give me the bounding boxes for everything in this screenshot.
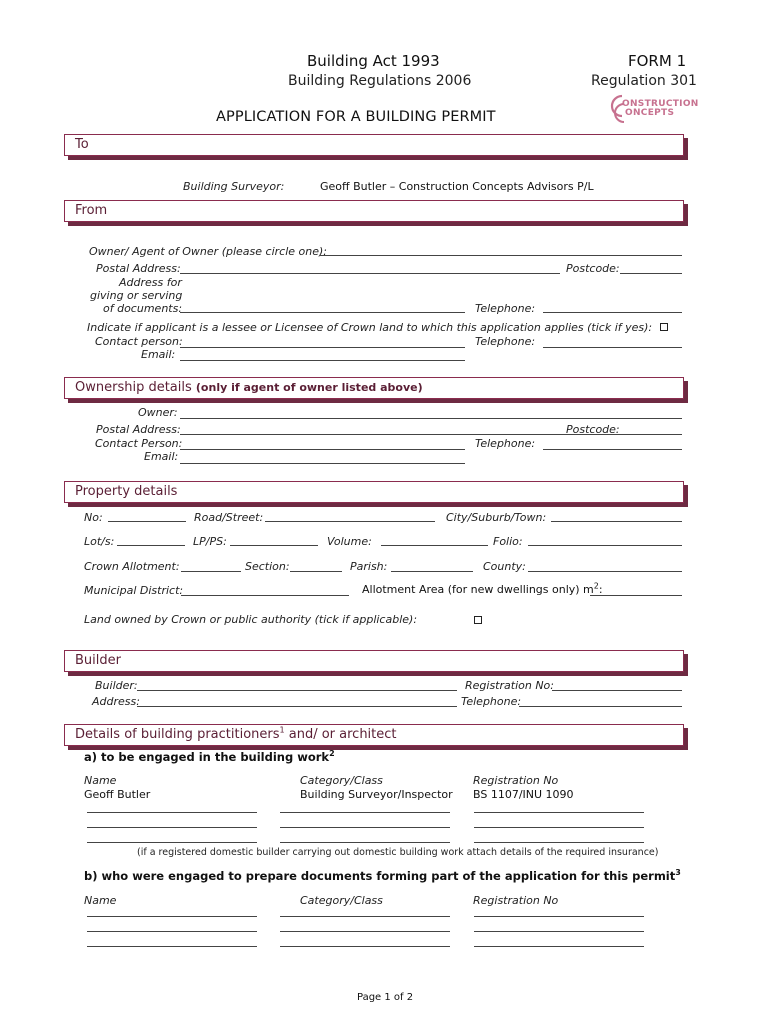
a-registration-line-1[interactable] (474, 812, 644, 813)
road-label: Road/Street: (194, 511, 264, 524)
insurance-note: (if a registered domestic builder carrying out domestic building work attach details of the required insurance) (137, 847, 659, 858)
postal-address-field[interactable] (180, 273, 560, 274)
postcode-label: Postcode: (566, 262, 620, 275)
subsection-b-text: b) who were engaged to prepare documents forming part of the application for this permit (84, 869, 676, 883)
col-category-a: Category/Class (300, 774, 383, 787)
road-field[interactable] (265, 521, 435, 522)
land-crown-checkbox[interactable] (474, 616, 482, 624)
section-property-title: Property details (75, 484, 178, 499)
contact-person-label: Contact person: (95, 335, 183, 348)
practitioners-title-sup: 1 (279, 725, 285, 735)
registration-field[interactable] (552, 690, 682, 691)
telephone-2-field[interactable] (543, 347, 682, 348)
lots-field[interactable] (117, 545, 185, 546)
section-from-title: From (75, 203, 108, 218)
crown-allotment-field[interactable] (181, 571, 241, 572)
section-field[interactable] (290, 571, 342, 572)
email-field[interactable] (180, 360, 465, 361)
section-builder-title: Builder (75, 653, 121, 668)
col-registration-a: Registration No (473, 774, 559, 787)
allotment-area-colon: : (598, 583, 603, 596)
a-name-line-2[interactable] (87, 827, 257, 828)
lpps-label: LP/PS: (193, 535, 227, 548)
own-postal-address-label: Postal Address: (96, 423, 181, 436)
form-number: FORM 1 (628, 52, 687, 70)
a-name-line-1[interactable] (87, 812, 257, 813)
own-telephone-label: Telephone: (475, 437, 536, 450)
section-builder (64, 650, 684, 672)
b-name-line-3[interactable] (87, 946, 257, 947)
lots-label: Lot/s: (84, 535, 115, 548)
subsection-a-title (84, 750, 335, 764)
own-email-label: Email: (144, 450, 179, 463)
act-title: Building Act 1993 (307, 52, 440, 70)
allotment-area-label (362, 583, 603, 596)
county-field[interactable] (528, 571, 682, 572)
address-docs-field[interactable] (180, 312, 465, 313)
builder-address-label: Address: (92, 695, 140, 708)
owner-agent-label: Owner/ Agent of Owner (please circle one): (89, 245, 327, 258)
b-registration-line-2[interactable] (474, 931, 644, 932)
b-name-line-1[interactable] (87, 916, 257, 917)
contact-person-field[interactable] (180, 347, 465, 348)
b-registration-line-1[interactable] (474, 916, 644, 917)
builder-telephone-label: Telephone: (461, 695, 522, 708)
col-registration-b: Registration No (473, 894, 559, 907)
section-from (64, 200, 684, 222)
section-practitioners-title (75, 727, 397, 742)
crown-allotment-label: Crown Allotment: (84, 560, 180, 573)
folio-label: Folio: (493, 535, 523, 548)
city-label: City/Suburb/Town: (446, 511, 547, 524)
regulation-number: Regulation 301 (591, 73, 697, 89)
lessee-note: Indicate if applicant is a lessee or Licensee of Crown land to which this application applies (tick if yes): (87, 321, 653, 334)
no-label: No: (84, 511, 103, 524)
practitioner-registration: BS 1107/INU 1090 (473, 788, 574, 801)
city-field[interactable] (551, 521, 682, 522)
b-registration-line-3[interactable] (474, 946, 644, 947)
builder-label: Builder: (95, 679, 138, 692)
address-docs-label-2: giving or serving (90, 289, 183, 302)
section-to-title: To (75, 137, 89, 152)
col-category-b: Category/Class (300, 894, 383, 907)
a-registration-line-3[interactable] (474, 842, 644, 843)
section-practitioners (64, 724, 684, 746)
b-category-line-2[interactable] (280, 931, 450, 932)
address-docs-label-1: Address for (119, 276, 182, 289)
subsection-a-sup: 2 (329, 749, 335, 759)
telephone-2-label: Telephone: (475, 335, 536, 348)
practitioner-category: Building Surveyor/Inspector (300, 788, 453, 801)
a-category-line-3[interactable] (280, 842, 450, 843)
builder-field[interactable] (137, 690, 457, 691)
ownership-title-text: Ownership details (75, 380, 192, 395)
postal-address-label: Postal Address: (96, 262, 181, 275)
own-contact-person-field[interactable] (180, 449, 465, 450)
builder-address-field[interactable] (137, 706, 457, 707)
subsection-b-title (84, 869, 681, 883)
logo-text-top: ONSTRUCTION (622, 99, 699, 109)
email-label: Email: (141, 348, 176, 361)
allotment-area-text: Allotment Area (for new dwellings only) m (362, 583, 594, 596)
telephone-label: Telephone: (475, 302, 536, 315)
allotment-area-field[interactable] (590, 595, 682, 596)
a-category-line-2[interactable] (280, 827, 450, 828)
a-category-line-1[interactable] (280, 812, 450, 813)
page-number: Page 1 of 2 (357, 992, 414, 1003)
a-name-line-3[interactable] (87, 842, 257, 843)
regulations-subtitle: Building Regulations 2006 (288, 73, 472, 89)
lessee-checkbox[interactable] (660, 323, 668, 331)
b-category-line-1[interactable] (280, 916, 450, 917)
construction-concepts-logo (608, 92, 698, 132)
own-contact-person-label: Contact Person: (95, 437, 183, 450)
col-name-b: Name (84, 894, 117, 907)
volume-field[interactable] (381, 545, 488, 546)
address-docs-label-3: of documents: (103, 302, 183, 315)
practitioners-title-rest: and/ or architect (284, 727, 397, 742)
own-email-field[interactable] (180, 463, 465, 464)
subsection-a-text: a) to be engaged in the building work (84, 750, 330, 764)
owner-agent-field[interactable] (320, 255, 682, 256)
land-crown-label: Land owned by Crown or public authority (tick if applicable): (84, 613, 418, 626)
col-name-a: Name (84, 774, 117, 787)
page-title: APPLICATION FOR A BUILDING PERMIT (216, 109, 496, 125)
practitioner-name: Geoff Butler (84, 788, 151, 801)
b-category-line-3[interactable] (280, 946, 450, 947)
parish-field[interactable] (391, 571, 473, 572)
county-label: County: (483, 560, 526, 573)
no-field[interactable] (108, 521, 186, 522)
owner-field[interactable] (180, 418, 682, 419)
telephone-field[interactable] (543, 312, 682, 313)
section-ownership-title (75, 380, 423, 395)
owner-label: Owner: (138, 406, 178, 419)
logo-text-bottom: ONCEPTS (625, 108, 675, 118)
municipal-field[interactable] (181, 595, 349, 596)
own-telephone-field[interactable] (543, 449, 682, 450)
registration-label: Registration No: (465, 679, 554, 692)
allotment-area-sup: 2 (593, 581, 599, 591)
section-label: Section: (245, 560, 290, 573)
b-name-line-2[interactable] (87, 931, 257, 932)
practitioners-title-text: Details of building practitioners (75, 727, 280, 742)
lpps-field[interactable] (230, 545, 318, 546)
volume-label: Volume: (327, 535, 372, 548)
postcode-field[interactable] (620, 273, 682, 274)
a-registration-line-2[interactable] (474, 827, 644, 828)
subsection-b-sup: 3 (675, 868, 681, 878)
folio-field[interactable] (528, 545, 682, 546)
surveyor-value: Geoff Butler – Construction Concepts Advisors P/L (320, 180, 594, 193)
own-postcode-label: Postcode: (566, 423, 620, 436)
section-to (64, 134, 684, 156)
section-ownership (64, 377, 684, 399)
surveyor-label: Building Surveyor: (183, 180, 285, 193)
parish-label: Parish: (350, 560, 388, 573)
section-property (64, 481, 684, 503)
municipal-label: Municipal District: (84, 584, 184, 597)
builder-telephone-field[interactable] (519, 706, 682, 707)
ownership-title-note: (only if agent of owner listed above) (195, 381, 423, 394)
